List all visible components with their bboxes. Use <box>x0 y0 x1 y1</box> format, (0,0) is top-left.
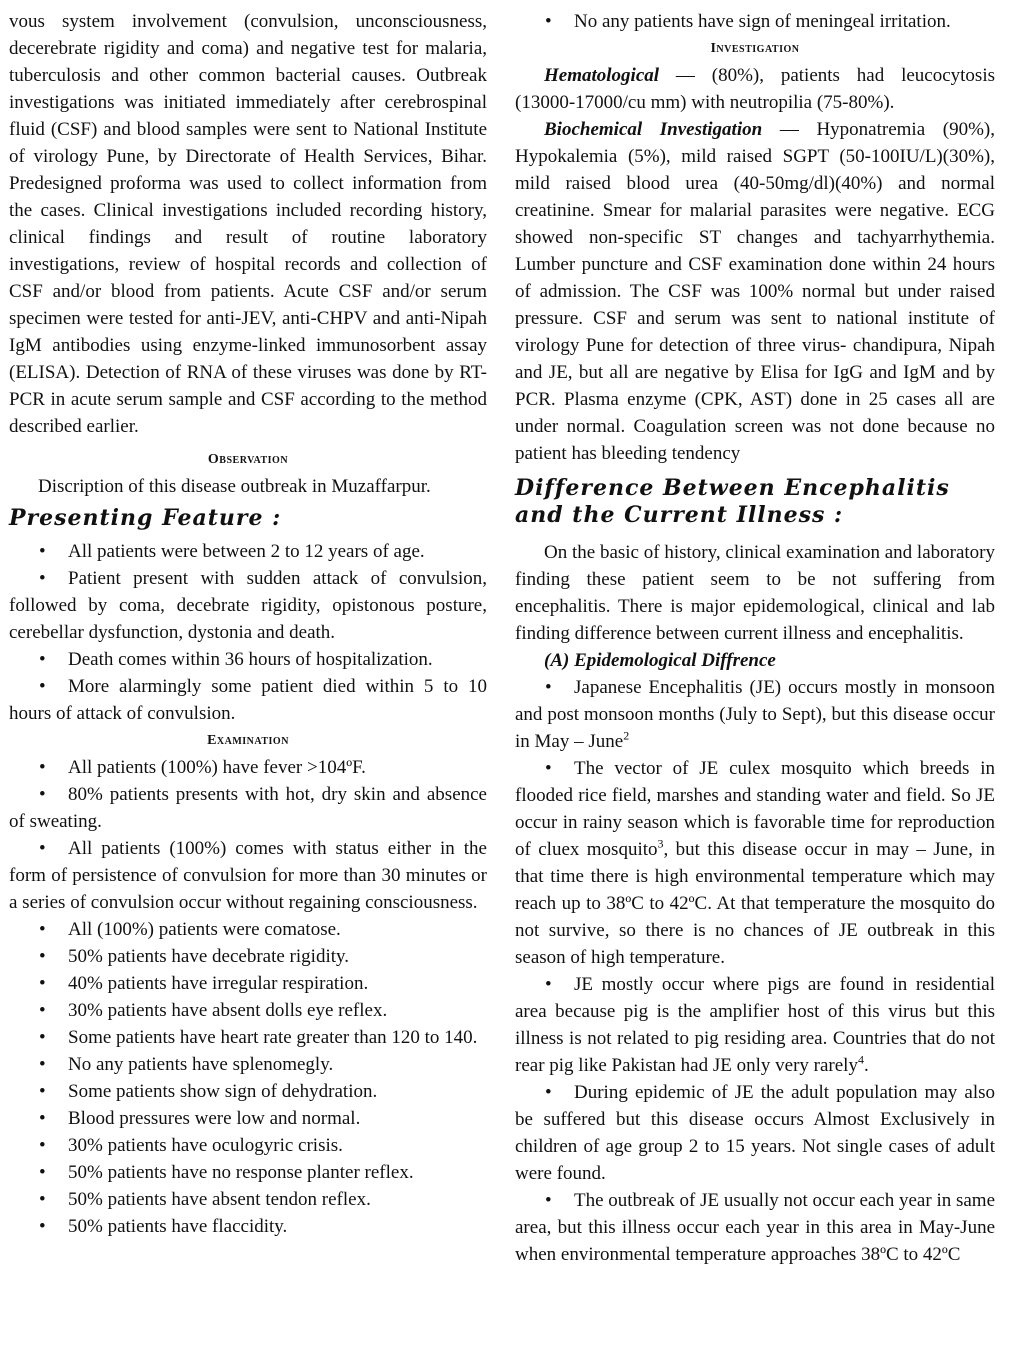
hematological-paragraph: Hematological — (80%), patients had leucocytosis (13000-17000/cu mm) with neutropilia (75-80%). <box>515 65 995 113</box>
epidemological-bullet: • Japanese Encephalitis (JE) occurs mostly in monsoon and post monsoon months (July to Sept), but this disease occur in May – June$^2$ <box>515 677 995 752</box>
biochemical-label: Biochemical Investigation <box>544 119 763 140</box>
examination-bullet: • No any patients have splenomegly. <box>39 1054 334 1075</box>
examination-bullet: • Some patients show sign of dehydration. <box>39 1081 378 1102</box>
epidemological-bullet: • During epidemic of JE the adult population may also be suffered but this disease occurs Almost Exclusively in children of age group 2 to 15 years. Not single cases of adult were found. <box>515 1082 995 1184</box>
examination-bullet: • 50% patients have flaccidity. <box>39 1216 288 1237</box>
examination-bullet: • All patients (100%) comes with status either in the form of persistence of convulsion for more than 30 minutes or a series of convulsion occur without regaining consciousness. <box>9 838 487 913</box>
examination-bullet: • All patients (100%) have fever >104ºF. <box>39 757 366 778</box>
examination-bullet: • 30% patients have oculogyric crisis. <box>39 1135 343 1156</box>
observation-heading: Observation <box>207 452 289 467</box>
epidemological-bullet: • The outbreak of JE usually not occur each year in same area, but this illness occur each year in this area in May-June when environmental temperature approaches 38ºC to 42ºC <box>515 1190 996 1265</box>
examination-bullet: • 30% patients have absent dolls eye reflex. <box>39 1000 388 1021</box>
right-column <box>515 8 995 1268</box>
presenting-bullet: • Death comes within 36 hours of hospitalization. <box>39 649 433 670</box>
presenting-bullet: • Patient present with sudden attack of convulsion, followed by coma, decebrate rigidity, opistonous posture, cerebellar dysfunction, dystonia and death. <box>9 568 487 643</box>
intro-paragraph: vous system involvement (convulsion, unconsciousness, decerebrate rigidity and coma) and negative test for malaria, tuberculosis and other common bacterial causes. Outbreak investigations was initiated immediately after cerebrospinal fluid (CSF) and blood samples were sent to National Institute of virology Pune, by Directorate of Health Services, Bihar. Predesigned proforma was used to collect information from the cases. Clinical investigations included recording history, clinical findings and result of routine laboratory investigations, review of hospital records and collection of CSF and/or blood from patients. Acute CSF and/or serum specimen were tested for anti-JEV, anti-CHPV and anti-Nipah IgM antibodies using enzyme-linked immunosorbent assay (ELISA). Detection of RNA of these viruses was done by RT-PCR in acute serum sample and CSF according to the method described earlier. <box>9 11 487 437</box>
presenting-feature-heading: Presenting Feature : <box>9 505 282 531</box>
biochemical-paragraph: Biochemical Investigation — Hyponatremia (90%), Hypokalemia (5%), mild raised SGPT (50-100IU/L)(30%), mild raised blood urea (40-50mg/dl)(40%) and normal creatinine. Smear for malarial parasites were negative. ECG showed non-specific ST changes and tachyarrhythemia. Lumber puncture and CSF examination done within 24 hours of admission. The CSF was 100% normal but under raised pressure. CSF and serum was sent to national institute of virology Pune for detection of three virus- chandipura, Nipah and JE, but all are negative by Elisa for IgG and IgM and by PCR. Plasma enzyme (CPK, AST) done in 25 cases all are under normal. Coagulation screen was not done because no patient has bleeding tendency <box>515 119 995 464</box>
examination-bullet: • All (100%) patients were comatose. <box>39 919 341 940</box>
examination-bullet: • Some patients have heart rate greater than 120 to 140. <box>39 1027 478 1048</box>
examination-bullet: • 40% patients have irregular respiration. <box>39 973 369 994</box>
hematological-label: Hematological <box>544 65 660 86</box>
examination-heading: Examination <box>207 733 289 748</box>
examination-bullet: • 50% patients have decebrate rigidity. <box>39 946 350 967</box>
examination-bullet: • 50% patients have no response planter reflex. <box>39 1162 414 1183</box>
left-column <box>9 8 487 1240</box>
meningeal-bullet: • No any patients have sign of meningeal irritation. <box>545 11 951 32</box>
epidemological-heading: (A) Epidemological Diffrence <box>544 650 776 671</box>
examination-bullet: • 80% patients presents with hot, dry skin and absence of sweating. <box>9 784 487 832</box>
investigation-heading: Investigation <box>710 41 800 56</box>
epidemological-bullet: • The vector of JE culex mosquito which breeds in flooded rice field, marshes and standing water and field. So JE occur in rainy season which is favorable time for reproduction of cluex mosquito$^3$, but this disease occur in may – June, in that time there is high environmental temperature which may reach up to 38ºC to 42ºC. At that temperature the mosquito do not survive, so there is no chances of JE outbreak in this season of high temperature. <box>515 758 996 968</box>
presenting-bullet: • More alarmingly some patient died within 5 to 10 hours of attack of convulsion. <box>9 676 487 724</box>
observation-text: Discription of this disease outbreak in Muzaffarpur. <box>38 476 431 497</box>
examination-bullet: • Blood pressures were low and normal. <box>39 1108 361 1129</box>
examination-bullet: • 50% patients have absent tendon reflex. <box>39 1189 371 1210</box>
epidemological-bullet: • JE mostly occur where pigs are found in residential area because pig is the amplifier host of this virus but this illness is not related to pig residing area. Countries that do not rear pig like Pakistan had JE only very rarely$^4$. <box>515 974 995 1076</box>
difference-intro: On the basic of history, clinical examination and laboratory finding these patient seem to be not suffering from encephalitis. There is major epidemological, clinical and lab finding difference between current illness and encephalitis. <box>515 542 995 644</box>
presenting-bullet: • All patients were between 2 to 12 years of age. <box>39 541 425 562</box>
difference-heading: Difference Between Encephalitis and the Current Illness : <box>515 475 950 528</box>
